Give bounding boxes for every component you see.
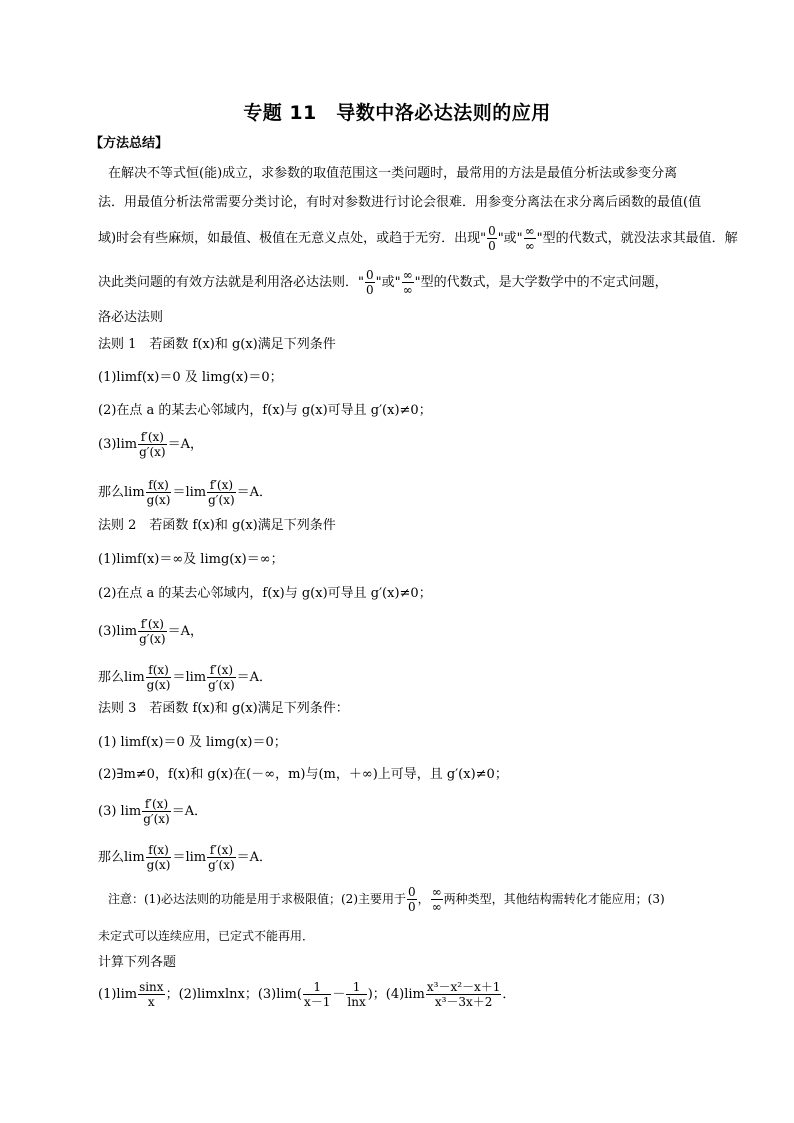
inf-over-inf — [402, 268, 414, 297]
para1-line3-c: "型的代数式，就没法求其最值．解 — [536, 231, 738, 246]
frac-den: ∞ — [524, 239, 535, 253]
rule2-cond1: (1)limf(x)＝∞及 limg(x)＝∞； — [98, 552, 284, 567]
rule1-cond3 — [98, 430, 203, 459]
inf-over-inf — [524, 224, 536, 253]
frac-den: g′(x) — [208, 858, 235, 872]
fraction — [146, 843, 172, 872]
note-text: ， — [417, 892, 430, 906]
frac-den: g′(x) — [143, 812, 170, 826]
frac-den: g′(x) — [208, 678, 235, 692]
frac-num: f′(x) — [138, 430, 167, 445]
rule2-cond2: (2)在点 a 的某去心邻域内，f(x)与 g(x)可导且 g′(x)≠0； — [98, 586, 432, 601]
para1-line4-a: 决此类问题的有效方法就是利用洛必达法则．" — [98, 275, 364, 290]
fraction — [346, 980, 366, 1009]
equals-text: ＝A． — [171, 804, 208, 819]
period-text: ． — [502, 987, 516, 1002]
frac-num: ∞ — [431, 885, 442, 899]
exercise-problems — [98, 980, 515, 1009]
rule1-cond2: (2)在点 a 的某去心邻域内，f(x)与 g(x)可导且 g′(x)≠0； — [98, 403, 432, 418]
para1-line3-a: 域)时会有些麻烦，如最值、极值在无意义点处，或趋于无穷．出现" — [98, 231, 487, 246]
frac-den: g′(x) — [139, 632, 166, 646]
frac-num: 1 — [346, 980, 366, 995]
frac-den: x－1 — [303, 995, 331, 1009]
frac-num: f′(x) — [138, 617, 167, 632]
lim-text: (1)lim — [98, 987, 138, 1002]
page-title: 专题 11 导数中洛必达法则的应用 — [243, 102, 551, 124]
frac-den: g(x) — [146, 858, 171, 872]
frac-num: f(x) — [146, 478, 172, 493]
equals-text: ＝lim — [172, 485, 207, 500]
frac-den: 0 — [408, 900, 416, 914]
problem-text: )；(4)lim — [367, 987, 425, 1002]
section-method-heading: 【方法总结】 — [90, 136, 169, 151]
frac-den: g(x) — [146, 493, 171, 507]
frac-den: x — [147, 995, 155, 1009]
frac-num: ∞ — [524, 224, 535, 238]
frac-num: x³－x²－x＋1 — [426, 980, 501, 994]
fraction — [207, 843, 236, 872]
frac-num: f′(x) — [142, 797, 171, 812]
fraction — [146, 663, 172, 692]
lim-text: 那么lim — [98, 485, 145, 500]
para1-line4-b: "或" — [375, 275, 401, 290]
rule3-cond1: (1) limf(x)＝0 及 limg(x)＝0； — [98, 735, 287, 750]
note-text: 两种类型，其他结构需转化才能应用；(3) — [443, 892, 665, 906]
frac-den: 0 — [488, 239, 496, 253]
rule2-head: 法则 2 若函数 f(x)和 g(x)满足下列条件 — [98, 518, 336, 533]
equals-text: ＝lim — [172, 670, 207, 685]
frac-den: ∞ — [402, 283, 413, 297]
zero-over-zero — [487, 224, 497, 253]
rule3-cond3 — [98, 797, 207, 826]
equals-text: ＝A． — [236, 485, 273, 500]
equals-text: ＝A， — [167, 437, 203, 452]
para1-line3 — [98, 224, 738, 253]
frac-num: f′(x) — [207, 843, 236, 858]
rule-heading: 洛必达法则 — [98, 310, 164, 325]
para1-line1: 在解决不等式恒(能)成立，求参数的取值范围这一类问题时，最常用的方法是最值分析法或参变分离 — [108, 166, 678, 181]
frac-num: f(x) — [146, 843, 172, 858]
fraction — [138, 980, 165, 1009]
frac-den: x³－3x＋2 — [434, 995, 493, 1009]
fraction — [142, 797, 171, 826]
para1-line2: 法．用最值分析法常需要分类讨论，有时对参数进行讨论会很难．用参变分离法在求分离后函数的最值(值 — [98, 195, 702, 210]
equals-text: ＝lim — [172, 850, 207, 865]
frac-num: 0 — [488, 224, 496, 238]
rule1-conclusion — [98, 478, 272, 507]
note-line2: 未定式可以连续应用，已定式不能再用． — [98, 929, 315, 943]
frac-den: ∞ — [431, 900, 442, 914]
rule2-conclusion — [98, 663, 272, 692]
fraction — [138, 617, 167, 646]
rule3-cond2: (2)∃m≠0，f(x)和 g(x)在(－∞，m)与(m，＋∞)上可导，且 g′(x)≠0； — [98, 767, 508, 782]
rule1-head: 法则 1 若函数 f(x)和 g(x)满足下列条件 — [98, 337, 336, 352]
note-line1 — [108, 885, 665, 914]
frac-num: 0 — [408, 885, 416, 899]
fraction — [426, 980, 502, 1009]
frac-num: f(x) — [146, 663, 172, 678]
equals-text: ＝A． — [236, 850, 273, 865]
para1-line4 — [98, 268, 668, 297]
fraction — [146, 478, 172, 507]
problem-text: ；(2)limxlnx；(3)lim( — [165, 987, 302, 1002]
fraction — [207, 663, 236, 692]
equals-text: ＝A， — [167, 624, 203, 639]
frac-den: g′(x) — [139, 445, 166, 459]
minus-text: － — [332, 987, 346, 1002]
rule1-cond1: (1)limf(x)＝0 及 limg(x)＝0； — [98, 370, 283, 385]
zero-over-zero — [365, 268, 375, 297]
frac-num: f′(x) — [207, 478, 236, 493]
note-text: 注意：(1)必达法则的功能是用于求极限值；(2)主要用于 — [108, 892, 406, 906]
lim-text: (3) lim — [98, 804, 142, 819]
exercise-heading: 计算下列各题 — [98, 955, 177, 970]
frac-den: lnx — [347, 995, 366, 1009]
rule2-cond3 — [98, 617, 203, 646]
lim-text: 那么lim — [98, 670, 145, 685]
frac-num: 1 — [303, 980, 331, 995]
frac-den: g′(x) — [208, 493, 235, 507]
frac-den: 0 — [365, 283, 374, 297]
inf-over-inf — [431, 885, 443, 914]
lim-text: (3)lim — [98, 624, 138, 639]
para1-line4-c: "型的代数式，是大学数学中的不定式问题， — [414, 275, 668, 290]
zero-over-zero — [407, 885, 417, 914]
fraction — [207, 478, 236, 507]
equals-text: ＝A． — [236, 670, 273, 685]
frac-num: ∞ — [402, 268, 413, 282]
rule3-head: 法则 3 若函数 f(x)和 g(x)满足下列条件： — [98, 701, 349, 716]
fraction — [138, 430, 167, 459]
frac-num: 0 — [365, 268, 374, 282]
lim-text: (3)lim — [98, 437, 138, 452]
frac-den: g(x) — [146, 678, 171, 692]
para1-line3-b: "或" — [497, 231, 523, 246]
frac-num: f′(x) — [207, 663, 236, 678]
fraction — [303, 980, 331, 1009]
frac-num: sinx — [139, 980, 164, 994]
rule3-conclusion — [98, 843, 272, 872]
lim-text: 那么lim — [98, 850, 145, 865]
